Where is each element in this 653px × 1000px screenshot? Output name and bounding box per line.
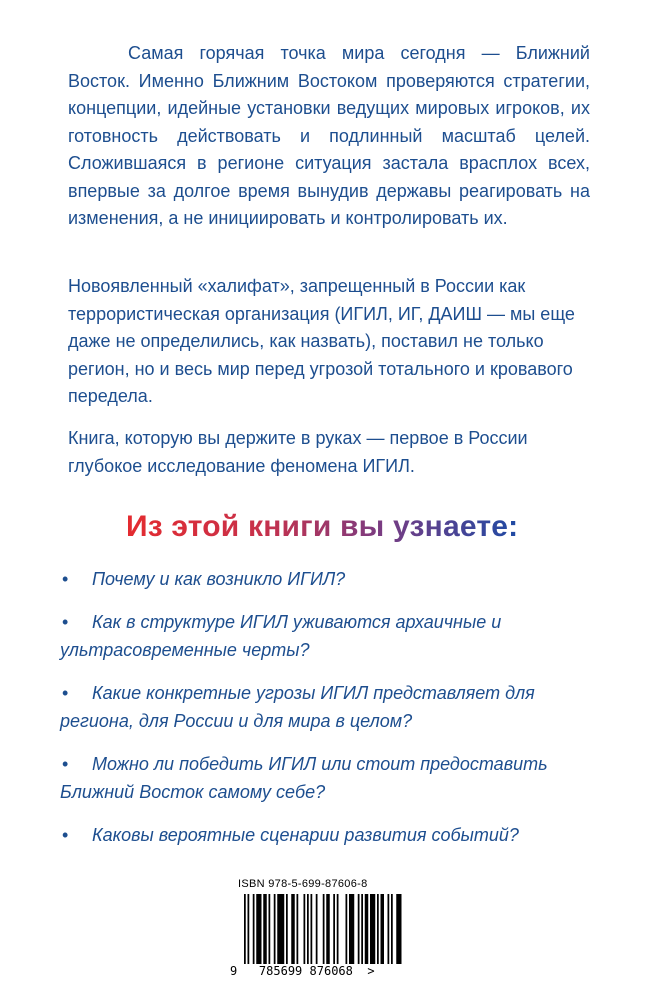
bullet-marker: • — [62, 569, 69, 589]
list-item — [60, 679, 600, 735]
list-item-text: Как в структуре ИГИЛ уживаются архаичные и ультрасовременные черты? — [60, 612, 502, 660]
bullet-marker: • — [62, 612, 69, 632]
barcode-end-mark: > — [367, 964, 375, 978]
intro-paragraph-3 — [68, 425, 590, 480]
topic-list — [60, 565, 600, 864]
list-item — [60, 821, 600, 849]
list-item-text: Какие конкретные угрозы ИГИЛ представляет для региона, для России и для мира в целом? — [60, 683, 535, 731]
list-item — [60, 565, 600, 593]
list-item-text: Каковы вероятные сценарии развития событий? — [92, 825, 519, 845]
isbn-barcode — [230, 878, 430, 982]
isbn-label: ISBN 978-5-699-87606-8 — [238, 878, 368, 890]
paragraph-text: Самая горячая точка мира сегодня — Ближний Восток. Именно Ближним Востоком проверяются стратегии, концепции, идейные установки ведущих мировых игроков, их готовность действовать и подлинный масштаб целей. Сложившаяся в регионе ситуация застала врасплох всех, впервые за долгое время вынудив державы реагировать на изменения, а не инициировать и контролировать их. — [68, 43, 590, 228]
barcode-group-1: 785699 — [258, 964, 303, 978]
intro-paragraph-1 — [68, 40, 590, 233]
bullet-marker: • — [62, 825, 69, 845]
bullet-marker: • — [62, 754, 69, 774]
bullet-marker: • — [62, 683, 69, 703]
list-item — [60, 750, 600, 806]
paragraph-text: Книга, которую вы держите в руках — первое в России глубокое исследование феномена ИГИЛ. — [68, 428, 528, 476]
intro-paragraph-2 — [68, 273, 590, 411]
barcode-bars-icon — [230, 894, 430, 966]
list-item-text: Почему и как возникло ИГИЛ? — [92, 569, 346, 589]
barcode-group-2: 876068 — [309, 964, 353, 978]
barcode-digits — [230, 964, 430, 978]
section-heading: Из этой книги вы узнаете: — [126, 507, 518, 547]
paragraph-text: Новоявленный «халифат», запрещенный в России как террористическая организация (ИГИЛ, ИГ, ДАИШ — мы еще даже не определились, как назвать), поставил не только регион, но и весь мир перед угрозой тотального и кровавого передела. — [68, 276, 575, 406]
list-item-text: Можно ли победить ИГИЛ или стоит предоставить Ближний Восток самому себе? — [60, 754, 548, 802]
list-item — [60, 608, 600, 664]
barcode-lead-digit: 9 — [230, 964, 238, 978]
